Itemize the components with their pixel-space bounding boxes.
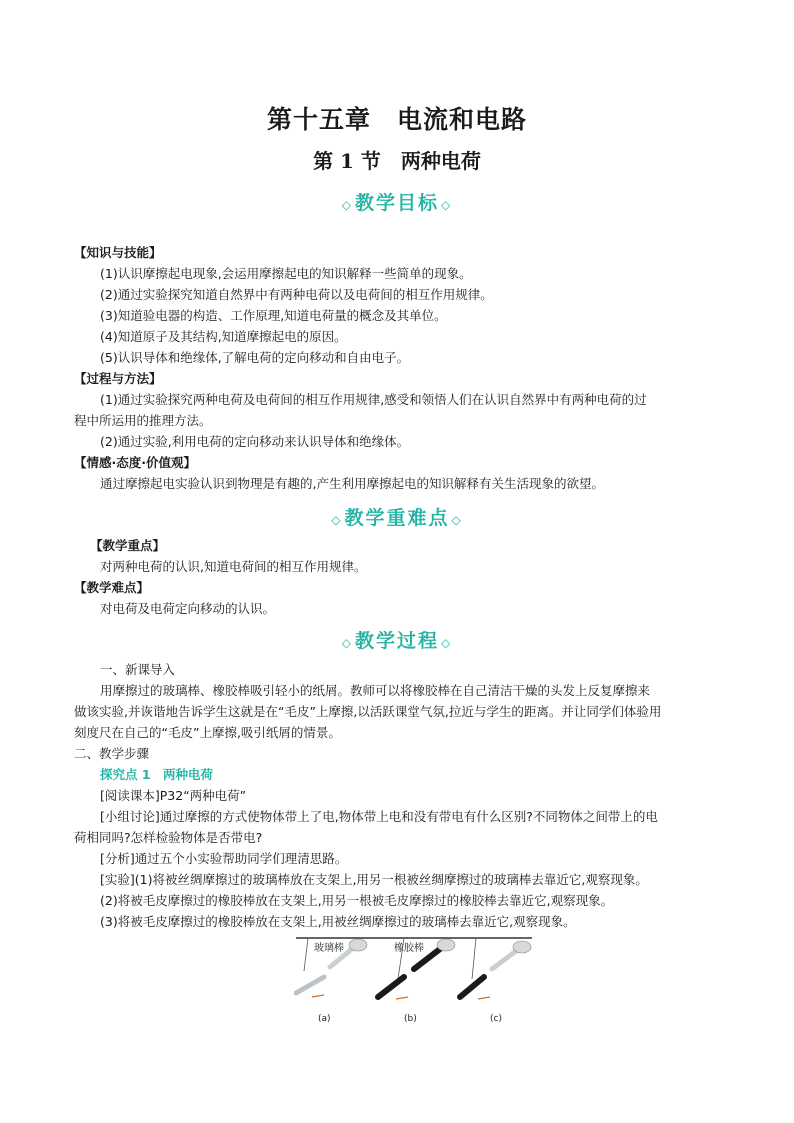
diamond-icon: ◇ (331, 513, 343, 527)
intro-text: 做该实验,并诙谐地告诉学生这就是在“毛皮”上摩擦,以活跃课堂气氛,拉近与学生的距离。并让同学们体验用 (74, 704, 662, 719)
diamond-icon: ◇ (341, 636, 353, 650)
diamond-icon: ◇ (341, 198, 353, 212)
diamond-icon: ◇ (441, 198, 453, 212)
discuss-text: 荷相同吗?怎样检验物体是否带电? (74, 830, 263, 845)
panel-a (296, 938, 367, 1024)
label-glass-rod: 玻璃棒 (314, 943, 344, 954)
heading-process: ◇ 教学过程 ◇ (341, 630, 453, 652)
knowledge-label: 【知识与技能】 (74, 245, 162, 260)
knowledge-item: (2)通过实验探究知道自然界中有两种电荷以及电荷间的相互作用规律。 (100, 287, 493, 302)
experiment-text: (3)将被毛皮摩擦过的橡胶棒放在支架上,用被丝绸摩擦过的玻璃棒去靠近它,观察现象。 (100, 914, 576, 929)
section-title: 第 1 节 两种电荷 (313, 149, 481, 173)
read-text: [阅读课本]P32“两种电荷” (100, 788, 247, 803)
rubber-rod (460, 977, 484, 997)
analysis-text: [分析]通过五个小实验帮助同学们理清思路。 (100, 851, 348, 866)
difficulty-text: 对电荷及电荷定向移动的认识。 (100, 601, 276, 616)
diamond-icon: ◇ (441, 636, 453, 650)
knowledge-item: (5)认识导体和绝缘体,了解电荷的定向移动和自由电子。 (100, 350, 410, 365)
hand-icon (437, 939, 455, 951)
arrow-icon (312, 995, 324, 997)
difficulty-label: 【教学难点】 (74, 580, 150, 595)
caption-c: (c) (490, 1014, 502, 1024)
intro-text: 刻度尺在自己的“毛皮”上摩擦,吸引纸屑的情景。 (74, 725, 341, 740)
hand-icon (513, 941, 531, 953)
string (304, 938, 308, 971)
glass-rod (492, 951, 516, 969)
arrow-icon (396, 997, 408, 999)
focus-text: 对两种电荷的认识,知道电荷间的相互作用规律。 (100, 559, 367, 574)
heading-key-points: ◇ 教学重难点 ◇ (331, 507, 463, 529)
string (472, 938, 476, 979)
chapter-title: 第十五章 电流和电路 (266, 105, 527, 134)
panel-b (378, 938, 455, 1024)
caption-a: (a) (318, 1014, 331, 1024)
panel-c (460, 938, 531, 1024)
hand-icon (349, 939, 367, 951)
experiment-text: [实验](1)将被丝绸摩擦过的玻璃棒放在支架上,用另一根被丝绸摩擦过的玻璃棒去靠近它,观察现象。 (100, 872, 648, 887)
steps-label: 二、教学步骤 (74, 746, 150, 761)
arrow-icon (478, 997, 490, 999)
caption-b: (b) (404, 1014, 417, 1024)
intro-label: 一、新课导入 (100, 662, 176, 677)
explore-label: 探究点 1 两种电荷 (100, 767, 214, 782)
intro-text: 用摩擦过的玻璃棒、橡胶棒吸引轻小的纸屑。教师可以将橡胶棒在自己清洁干燥的头发上反复摩擦来 (100, 683, 651, 698)
experiment-text: (2)将被毛皮摩擦过的橡胶棒放在支架上,用另一根被毛皮摩擦过的橡胶棒去靠近它,观察现象。 (100, 893, 614, 908)
label-rubber-rod: 橡胶棒 (394, 943, 424, 954)
focus-label: 【教学重点】 (90, 538, 166, 553)
discuss-text: [小组讨论]通过摩擦的方式使物体带上了电,物体带上电和没有带电有什么区别?不同物体之间带上的电 (100, 809, 658, 824)
process-method-label: 【过程与方法】 (74, 371, 162, 386)
process-method-item: 程中所运用的推理方法。 (74, 413, 212, 428)
emotion-label: 【情感·态度·价值观】 (74, 455, 196, 470)
experiment-figure (294, 935, 534, 1025)
knowledge-item: (3)知道验电器的构造、工作原理,知道电荷量的概念及其单位。 (100, 308, 447, 323)
diamond-icon: ◇ (451, 513, 463, 527)
emotion-text: 通过摩擦起电实验认识到物理是有趣的,产生利用摩擦起电的知识解释有关生活现象的欲望。 (100, 476, 604, 491)
glass-rod (296, 977, 324, 993)
rubber-rod (378, 977, 404, 997)
knowledge-item: (1)认识摩擦起电现象,会运用摩擦起电的知识解释一些简单的现象。 (100, 266, 472, 281)
knowledge-item: (4)知道原子及其结构,知道摩擦起电的原因。 (100, 329, 347, 344)
process-method-item: (1)通过实验探究两种电荷及电荷间的相互作用规律,感受和领悟人们在认识自然界中有两种电荷的过 (100, 392, 647, 407)
heading-goals: ◇ 教学目标 ◇ (341, 192, 453, 214)
process-method-item: (2)通过实验,利用电荷的定向移动来认识导体和绝缘体。 (100, 434, 410, 449)
